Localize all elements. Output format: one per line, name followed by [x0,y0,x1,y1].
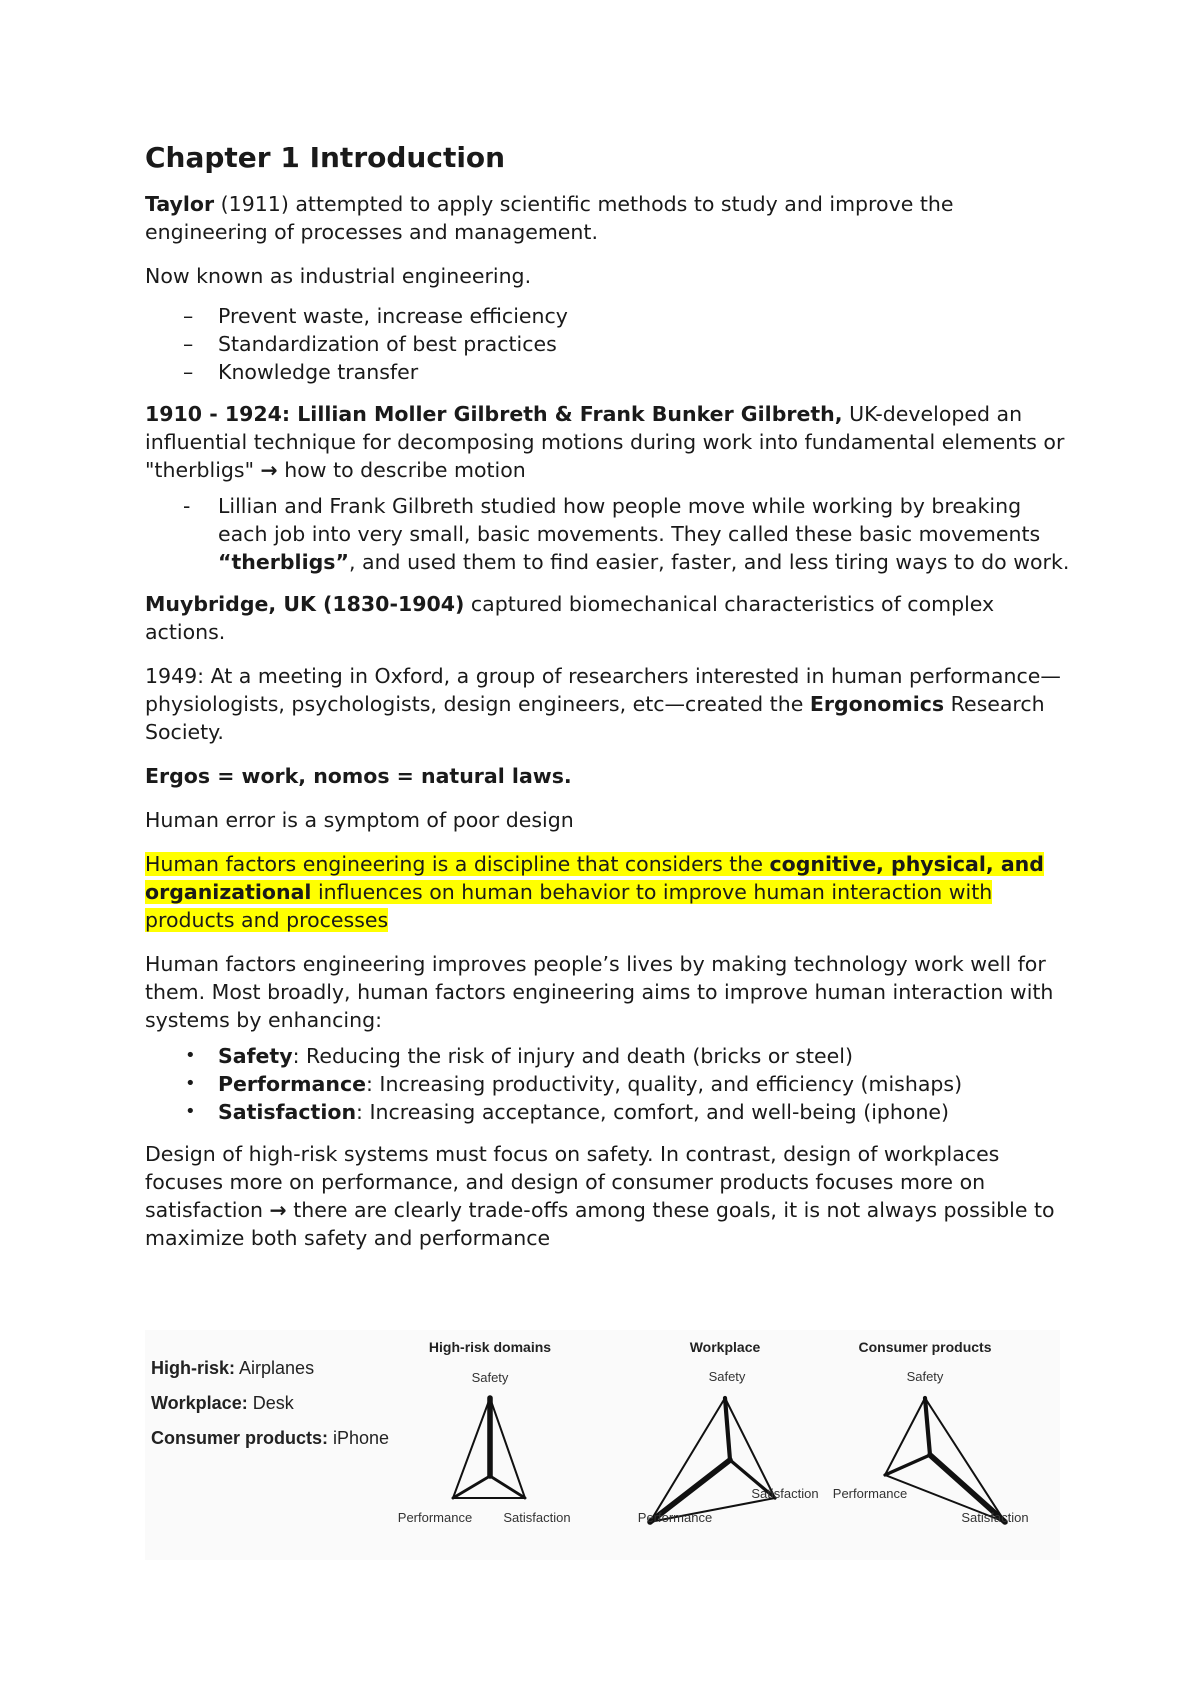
document-body [145,140,1075,1268]
tradeoff-paragraph: Design of high-risk systems must focus on safety. In contrast, design of workplaces focuses more on performance, and design of consumer products focuses more on satisfaction → there are clearly trade-offs among these goals, it is not always possible to maximize both safety and performance [145,1142,1055,1250]
gilbreth-heading: 1910 - 1924: Lillian Moller Gilbreth & Frank Bunker Gilbreth, [145,402,843,426]
taylor-text: (1911) attempted to apply scientific methods to study and improve the engineering of processes and management. [145,192,954,244]
list-item: • Performance: Increasing productivity, quality, and efficiency (mishaps) [185,1072,963,1096]
vertex-label-performance: Performance [832,1486,908,1501]
muybridge-heading: Muybridge, UK (1830-1904) [145,592,465,616]
tradeoff-figure [145,1330,1060,1560]
vertex-label-performance: Performance [397,1510,473,1525]
ergonomics-term: Ergonomics [809,692,945,716]
taylor-paragraph [145,190,1075,246]
example-high-risk: High-risk: Airplanes [151,1358,315,1378]
taylor-name: Taylor [145,192,215,216]
list-item: • Satisfaction: Increasing acceptance, comfort, and well-being (iphone) [185,1100,950,1124]
vertex-label-safety: Safety [471,1370,509,1385]
right-arrow-icon: → [260,458,278,482]
tradeoff-diagram [398,1339,571,1525]
dash-marker: – [183,332,194,356]
vertex-label-satisfaction: Satisfaction [961,1510,1029,1525]
gilbreth-detail-list [145,492,1075,576]
list-item: – Standardization of best practices [183,332,557,356]
muybridge-paragraph: Muybridge, UK (1830-1904) captured biomechanical characteristics of complex actions. [145,592,995,644]
oxford-paragraph: 1949: At a meeting in Oxford, a group of researchers interested in human performance—physiologists, psychologists, design engineers, etc—created the Ergonomics Research Society. [145,664,1061,744]
diagram-title: High-risk domains [428,1339,552,1355]
dash-marker: – [183,360,194,384]
dash-marker: - [183,494,191,518]
known-as-paragraph: Now known as industrial engineering. [145,264,532,288]
list-item: – Knowledge transfer [183,360,419,384]
diagram-title: Consumer products [858,1339,992,1355]
chapter-title: Chapter 1 Introduction [145,141,506,174]
example-workplace: Workplace: Desk [151,1393,294,1413]
list-item: • Safety: Reducing the risk of injury and death (bricks or steel) [185,1044,853,1068]
goals-list [145,1042,1075,1126]
diagram-triangle [650,1398,775,1522]
tradeoff-diagram [833,1339,1029,1525]
list-item: – Prevent waste, increase efficiency [183,304,568,328]
vertex-label-safety: Safety [708,1369,746,1384]
vertex-label-satisfaction: Satisfaction [503,1510,571,1525]
definition-paragraph [145,850,1075,934]
vertex-label-safety: Safety [906,1369,944,1384]
tradeoff-diagram [638,1339,819,1525]
spoke-safety [925,1398,930,1455]
dash-marker: – [183,304,194,328]
right-arrow-icon: → [269,1198,287,1222]
human-error-paragraph: Human error is a symptom of poor design [145,808,574,832]
industrial-engineering-list [145,302,1075,386]
spoke-performance [885,1455,930,1475]
diagram-title: Workplace [689,1339,761,1355]
vertex-label-performance: Performance [637,1510,713,1525]
vertex-label-satisfaction: Satisfaction [751,1486,819,1501]
bullet-marker: • [185,1073,196,1094]
bullet-marker: • [185,1101,196,1122]
therbligs-term: “therbligs” [218,550,349,574]
highlighted-definition: Human factors engineering is a discipline that considers the cognitive, physical, and organizational influences on human behavior to improve human interaction with products and processes [145,852,1044,932]
spoke-satisfaction [490,1476,525,1498]
ergos-paragraph: Ergos = work, nomos = natural laws. [145,764,572,788]
list-item: - Lillian and Frank Gilbreth studied how people move while working by breaking each job into very small, basic movements. They called these basic movements “therbligs”, and used them to find easier, faster, and less tiring ways to do work. [183,494,1070,574]
bullet-marker: • [185,1045,196,1066]
gilbreth-paragraph: 1910 - 1924: Lillian Moller Gilbreth & Frank Bunker Gilbreth, UK-developed an influential technique for decomposing motions during work into fundamental elements or "therbligs" → how to describe motion [145,402,1065,482]
tradeoff-diagram-svg [145,1330,1060,1560]
spoke-performance [453,1476,490,1498]
example-consumer: Consumer products: iPhone [151,1428,390,1448]
improves-paragraph: Human factors engineering improves people’s lives by making technology work well for them. Most broadly, human factors engineering aims to improve human interaction with systems by enhancing: [145,952,1054,1032]
